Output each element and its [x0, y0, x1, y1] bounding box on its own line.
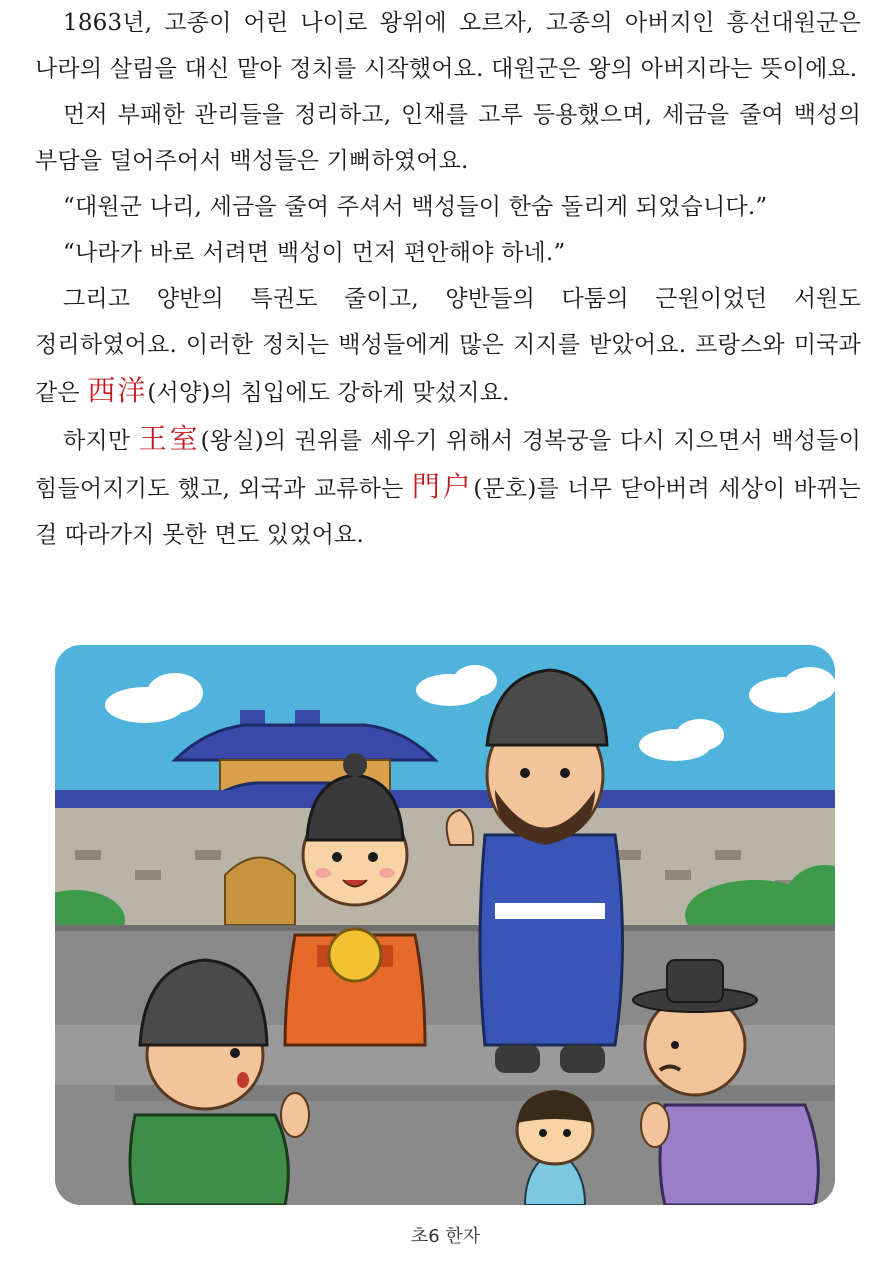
paragraph-3-text-b: (서양)의 침입에도 강하게 맞섰지요. [147, 380, 510, 406]
story-text [35, 0, 861, 558]
hanja-gate: 門户 [411, 470, 474, 503]
paragraph-2-text: 먼저 부패한 관리들을 정리하고, 인재를 고루 등용했으며, 세금을 줄여 백성의 부담을 덜어주어서 백성들은 기뻐하였어요. [35, 102, 861, 174]
paragraph-1-text: 1863년, 고종이 어린 나이로 왕위에 오르자, 고종의 아버지인 흥선대원군은 나라의 살림을 대신 맡아 정치를 시작했어요. 대원군은 왕의 아버지라는 뜻이에요. [35, 10, 861, 82]
hanja-west: 西洋 [87, 374, 148, 407]
paragraph-4-text-a: 하지만 [63, 428, 139, 454]
paragraph-4 [35, 416, 861, 558]
paragraph-4-text-c: (문호)를 너무 닫아버려 세상이 바뀌는 걸 따라가지 못한 면도 있었어요. [35, 476, 861, 548]
dialogue-1-text: “대원군 나리, 세금을 줄여 주셔서 백성들이 한숨 돌리게 되었습니다.” [63, 194, 768, 220]
paragraph-3-text-a: 그리고 양반의 특권도 줄이고, 양반들의 다툼의 근원이었던 서원도 정리하였어요. 이러한 정치는 백성들에게 많은 지지를 받았어요. 프랑스와 미국과 같은 [35, 286, 861, 406]
paragraph-3 [35, 276, 861, 416]
paragraph-4-text-b: (왕실)의 권위를 세우기 위해서 경복궁을 다시 지으면서 백성들이 힘들어지기도 했고, 외국과 교류하는 [35, 428, 861, 502]
footer-label: 초6 한자 [410, 1226, 481, 1247]
dialogue-1 [35, 184, 861, 230]
paragraph-2 [35, 92, 861, 184]
paragraph-1 [35, 0, 861, 92]
dialogue-2 [35, 230, 861, 276]
story-illustration [55, 645, 835, 1205]
hanja-royal-family: 王室 [138, 422, 201, 455]
dialogue-2-text: “나라가 바로 서려면 백성이 먼저 편안해야 하네.” [63, 240, 566, 266]
child [517, 1090, 593, 1205]
